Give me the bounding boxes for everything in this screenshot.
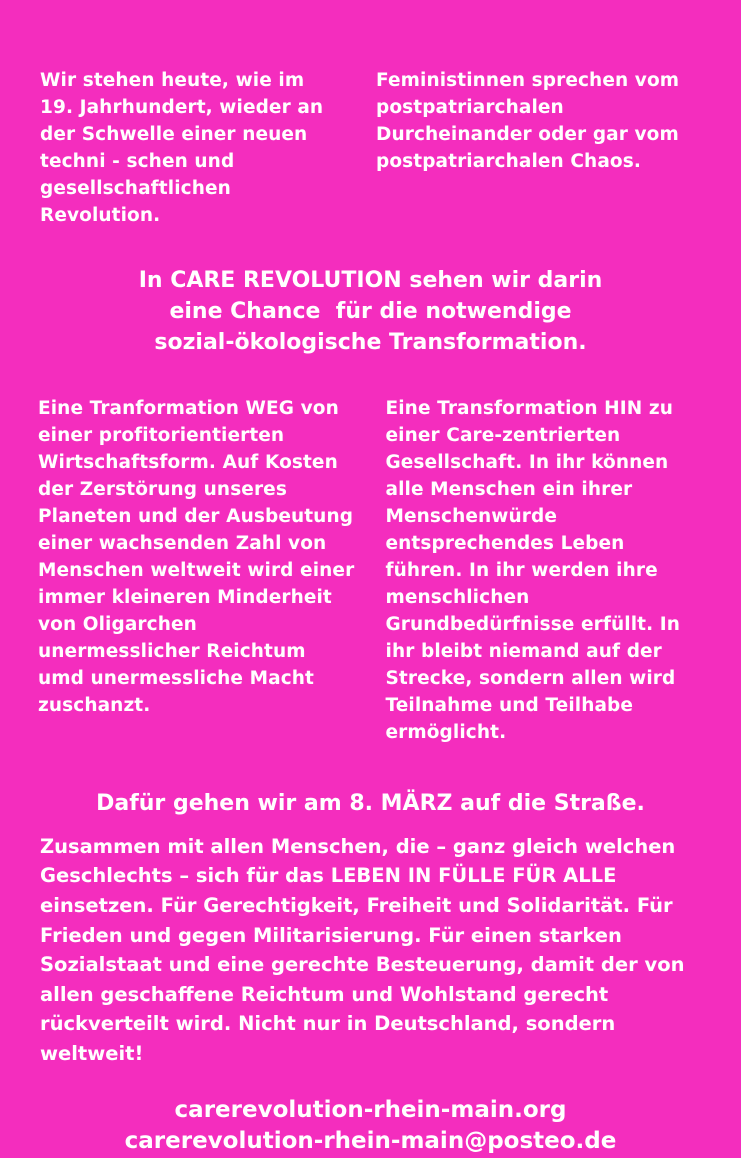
- march-slogan: Dafür gehen wir am 8. MÄRZ auf die Straße.: [96, 790, 645, 816]
- email-link[interactable]: carerevolution-rhein-main@posteo.de: [124, 1128, 617, 1155]
- center-headline-line-2: eine Chance für die notwendige: [169, 299, 572, 325]
- center-headline-line-1: In CARE REVOLUTION sehen wir darin: [138, 268, 603, 293]
- middle-right-paragraph: Eine Transformation HIN zu einer Care-zentrierten Gesellschaft. In ihr können alle Menschen ein ihrer Menschenwürde entsprechendes Leben führen. In ihr werden ihre menschlichen Grundbedürfnisse erfüllt. In ihr bleibt niemand auf der Strecke, sondern allen wird Teilnahme und Teilhabe ermöglicht.: [385, 398, 681, 744]
- center-headline: [0, 247, 741, 369]
- top-two-column-section: [0, 0, 741, 247]
- middle-two-column-section: [0, 369, 741, 765]
- top-left-column: [40, 48, 340, 247]
- website-link[interactable]: carerevolution-rhein-main.org: [174, 1096, 567, 1123]
- top-left-paragraph: Wir stehen heute, wie im 19. Jahrhundert, wieder an der Schwelle einer neuen techni - schen und gesellschaftlichen Revolution.: [40, 69, 324, 226]
- middle-left-column: [38, 377, 356, 765]
- contact-block: [0, 1069, 741, 1158]
- center-headline-line-3: sozial-ökologische Transformation.: [154, 330, 587, 356]
- middle-right-column: [386, 377, 704, 765]
- closing-paragraph: Zusammen mit allen Menschen, die – ganz gleich welchen Geschlechts – sich für das LEBEN IN FÜLLE FÜR ALLE einsetzen. Für Gerechtigkeit, Freiheit und Solidarität. Für Frieden und gegen Militarisierung. Für einen starken Sozialstaat und eine gerechte Besteuerung, damit der von allen geschaffene Reichtum und Wohlstand gerecht rückverteilt wird. Nicht nur in Deutschland, sondern weltweit!: [40, 834, 685, 1066]
- middle-left-paragraph: Eine Tranformation WEG von einer profitorientierten Wirtschaftsform. Auf Kosten der Zerstörung unseres Planeten und der Ausbeutung einer wachsenden Zahl von Menschen weltweit wird einer immer kleineren Minderheit von Oligarchen unermesslicher Reichtum umd unermessliche Macht zuschanzt.: [38, 398, 355, 717]
- top-right-column: [376, 48, 701, 247]
- top-right-paragraph: Feministinnen sprechen vom postpatriarchalen Durcheinander oder gar vom postpatriarchalen Chaos.: [376, 69, 680, 172]
